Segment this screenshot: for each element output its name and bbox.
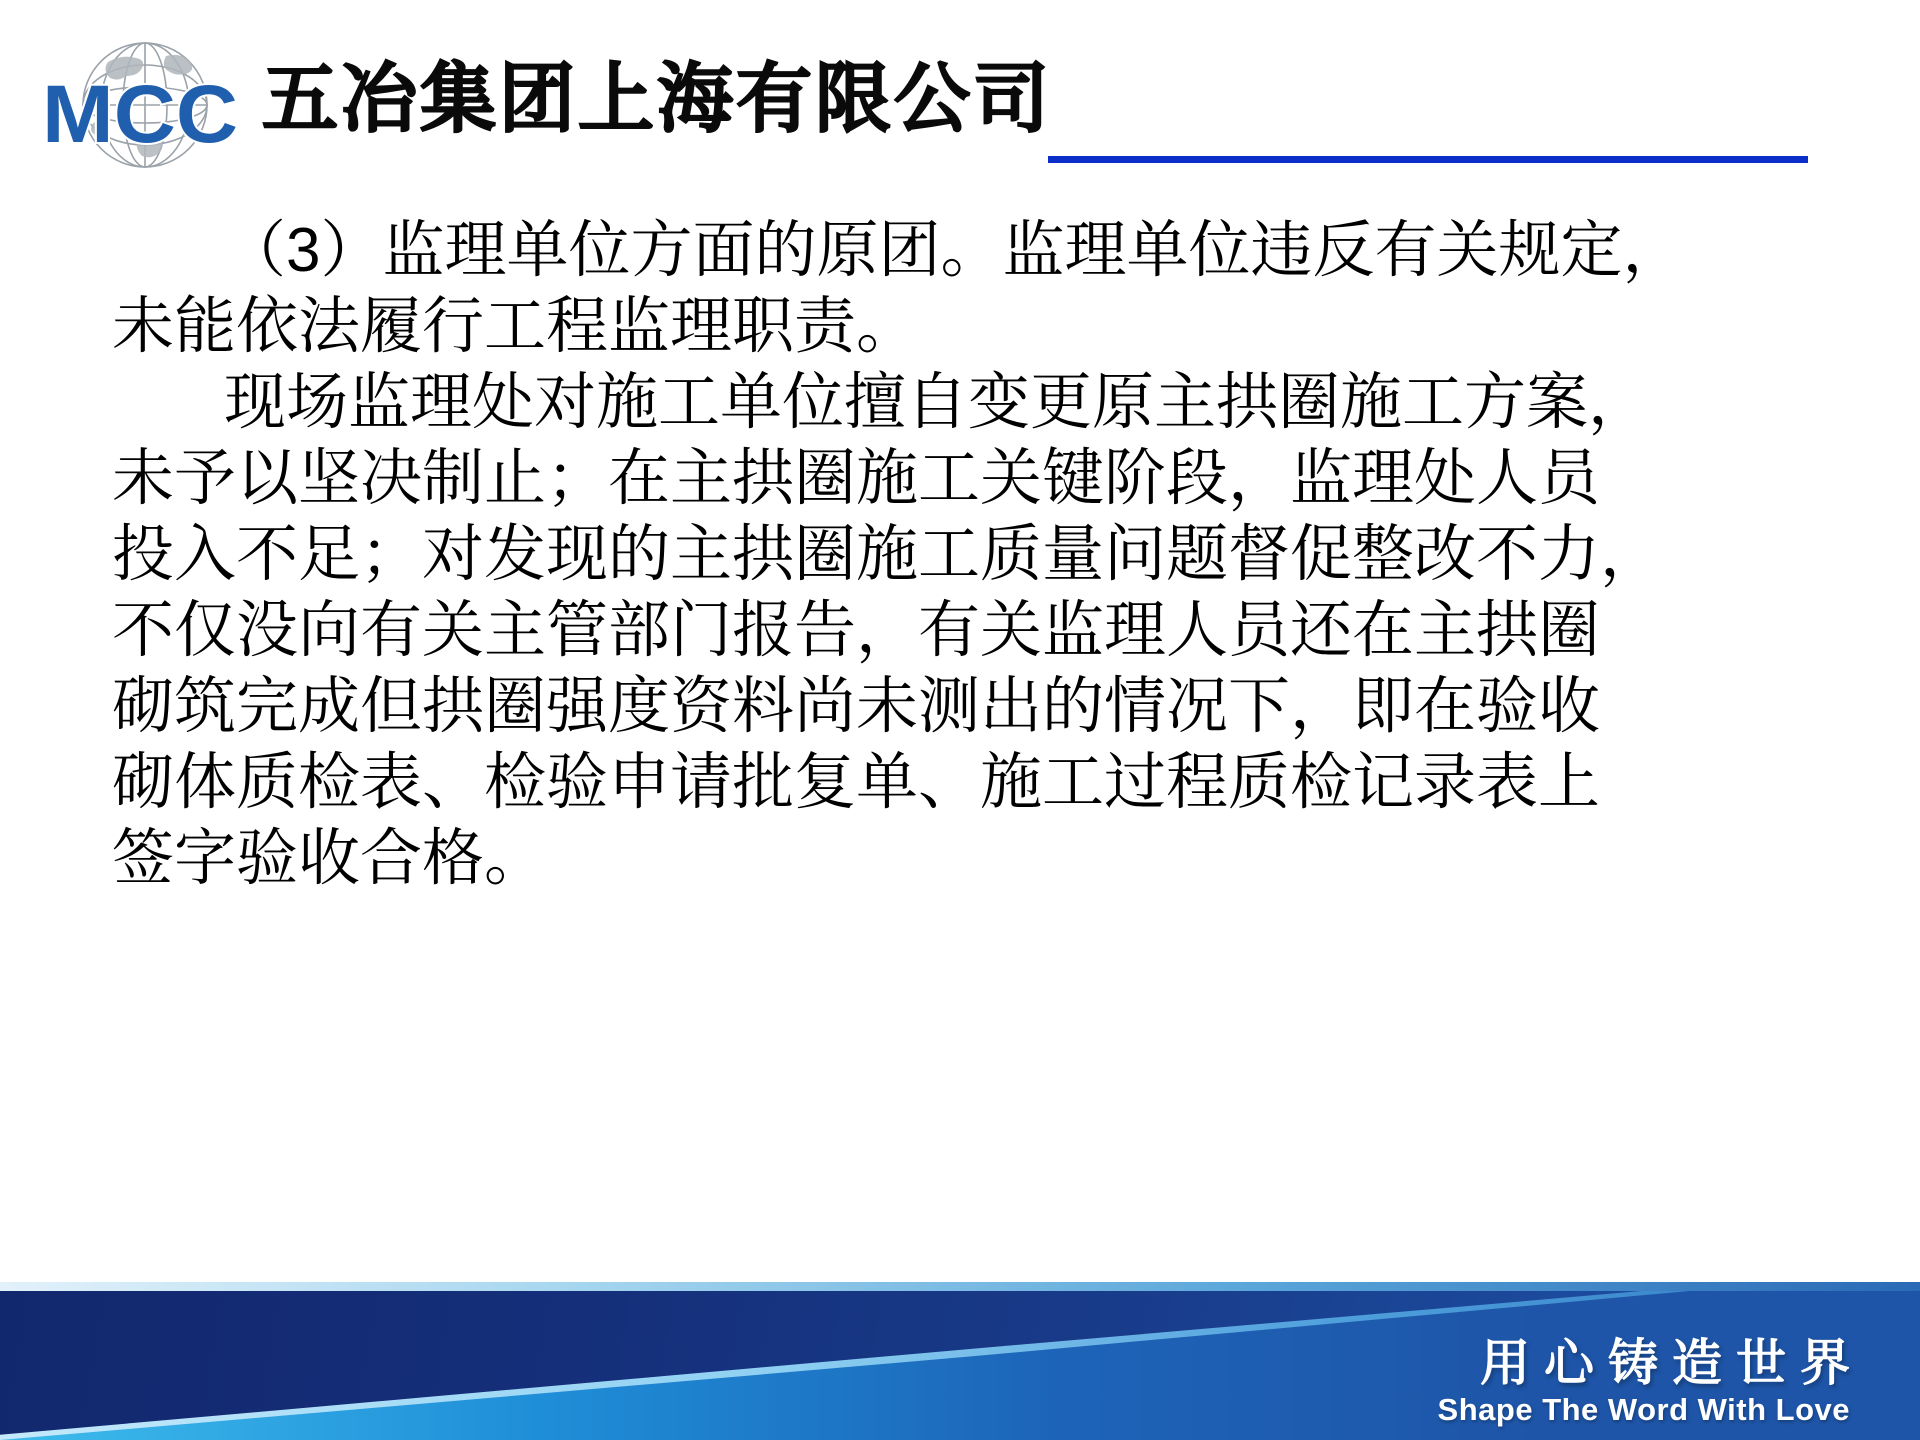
banner-background: [0, 1291, 1920, 1440]
mcc-globe-logo-icon: [20, 26, 260, 174]
slogan-english: Shape The Word With Love: [1437, 1392, 1850, 1427]
body-line: 签字验收合格。: [112, 824, 547, 893]
body-line: 砌体质检表、检验申请批复单、施工过程质检记录表上: [112, 748, 1601, 817]
body-line: 不仅没向有关主管部门报告，有关监理人员还在主拱圈: [112, 596, 1601, 665]
body-line: 现场监理处对施工单位擅自变更原主拱圈施工方案，: [224, 368, 1651, 437]
body-line: 投入不足；对发现的主拱圈施工质量问题督促整改不力，: [112, 520, 1663, 589]
slogan-chinese: 用心铸造世界: [1480, 1335, 1864, 1391]
header-underline: [1048, 156, 1808, 163]
body-line: 未予以坚决制止；在主拱圈施工关键阶段，监理处人员: [112, 444, 1601, 513]
company-name: 五冶集团上海有限公司: [262, 57, 1052, 142]
body-line: 砌筑完成但拱圈强度资料尚未测出的情况下，即在验收: [112, 672, 1601, 741]
mcc-logo-text: MCC: [42, 69, 238, 160]
body-line: 未能依法履行工程监理职责。: [112, 292, 919, 361]
body-line: （3）监理单位方面的原团。监理单位违反有关规定，: [224, 216, 1685, 285]
slide-body-text: [112, 213, 1812, 897]
footer-banner: [0, 1282, 1920, 1440]
